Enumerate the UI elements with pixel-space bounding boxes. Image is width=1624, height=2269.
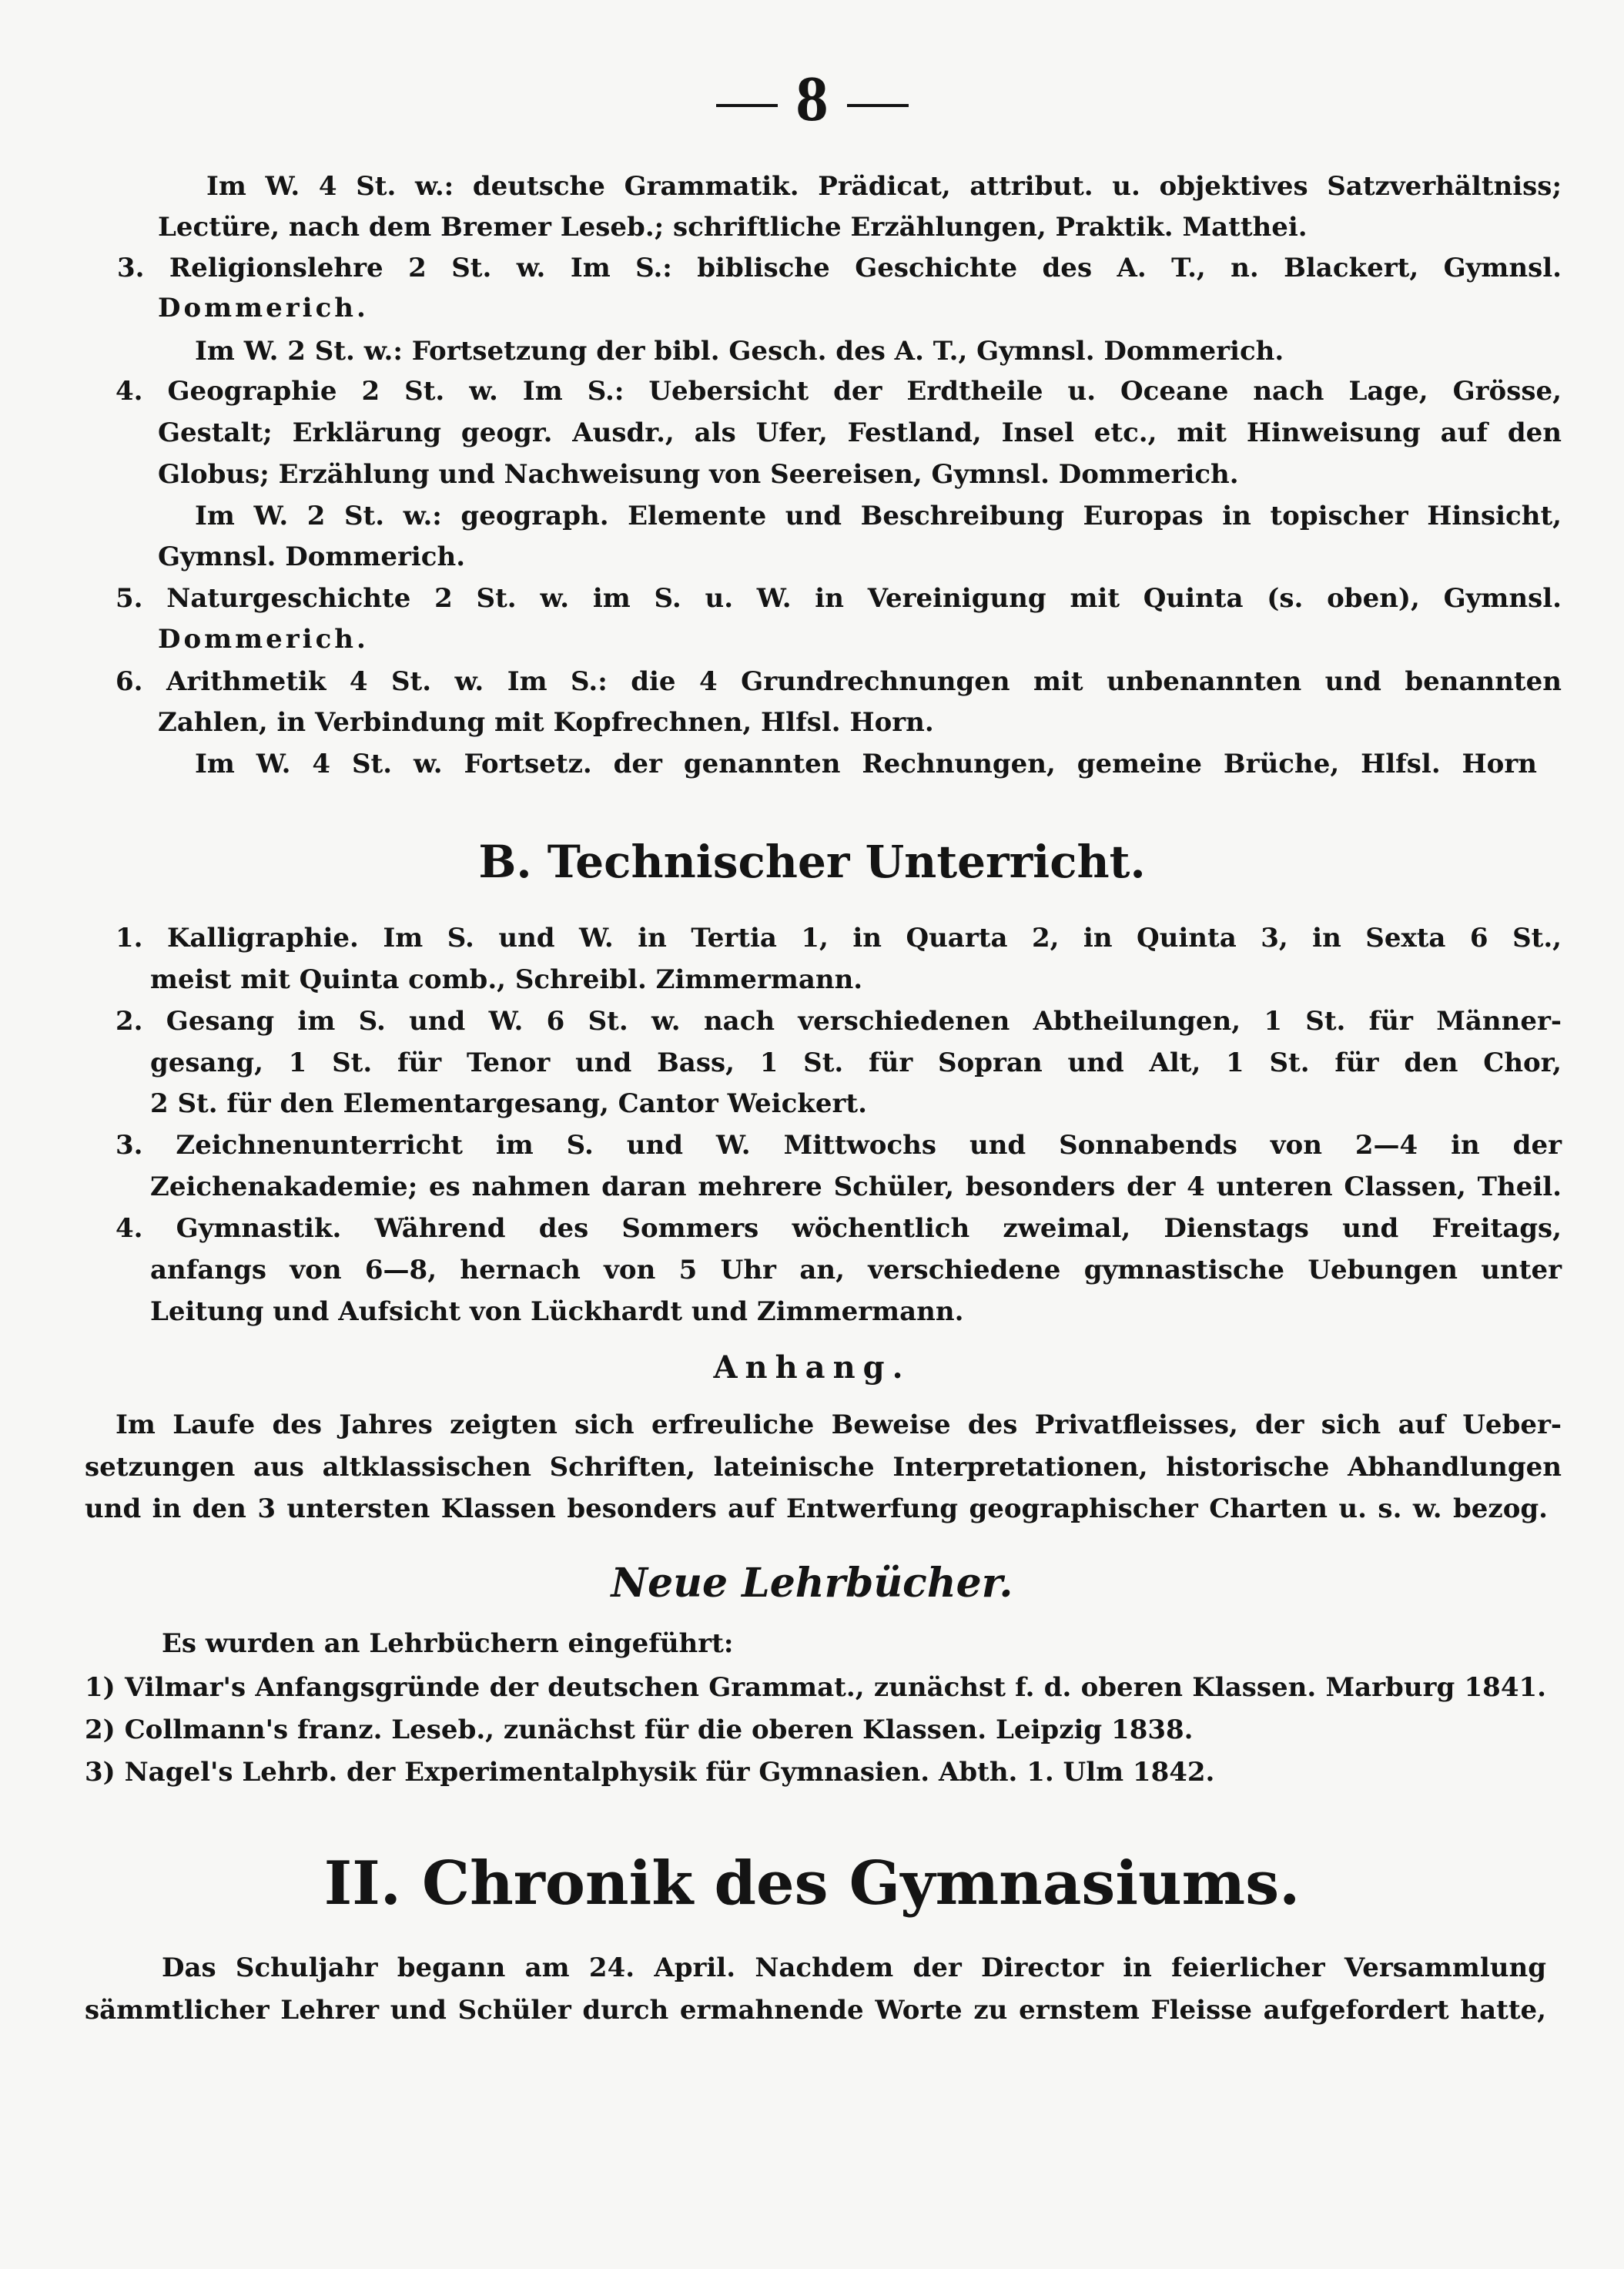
text-line: meist mit Quinta comb., Schreibl. Zimmermann. (150, 964, 863, 995)
text-line: Dommerich. (158, 293, 369, 323)
text-line: 4. Gymnastik. Während des Sommers wöchentlich zweimal, Dienstags und Freitags, (116, 1213, 1562, 1244)
page-number (0, 62, 1624, 136)
text-line: setzungen aus altklassischen Schriften, lateinische Interpretationen, historische Abhandlungen (85, 1452, 1562, 1483)
text-line: 2. Gesang im S. und W. 6 St. w. nach verschiedenen Abtheilungen, 1 St. für Männer- (116, 1006, 1562, 1037)
text-line: sämmtlicher Lehrer und Schüler durch ermahnende Worte zu ernstem Fleisse aufgefordert hatte, (85, 1995, 1546, 2026)
text-line: Es wurden an Lehrbüchern eingeführt: (162, 1628, 734, 1659)
chronik-heading: II. Chronik des Gymnasiums. (323, 1848, 1301, 1919)
text-line: Im W. 2 St. w.: Fortsetzung der bibl. Gesch. des A. T., Gymnsl. Dommerich. (195, 336, 1284, 367)
text-line: Zeichenakademie; es nahmen daran mehrere Schüler, besonders der 4 unteren Classen, Theil. (150, 1171, 1562, 1202)
text-line: Gestalt; Erklärung geogr. Ausdr., als Ufer, Festland, Insel etc., mit Hinweisung auf den (158, 417, 1562, 448)
text-line: Leitung und Aufsicht von Lückhardt und Zimmermann. (150, 1296, 964, 1327)
text-line: Zahlen, in Verbindung mit Kopfrechnen, Hlfsl. Horn. (158, 707, 934, 738)
dash-right (847, 104, 909, 107)
text-line: Im W. 4 St. w. Fortsetz. der genannten Rechnungen, gemeine Brüche, Hlfsl. Horn (195, 749, 1537, 779)
anhang-heading: Anhang. (713, 1349, 911, 1386)
text-line: und in den 3 untersten Klassen besonders auf Entwerfung geographischer Charten u. s. w. bezog. (85, 1493, 1548, 1524)
text-line: gesang, 1 St. für Tenor und Bass, 1 St. für Sopran und Alt, 1 St. für den Chor, (150, 1047, 1562, 1078)
text-line: Globus; Erzählung und Nachweisung von Seereisen, Gymnsl. Dommerich. (158, 459, 1239, 490)
text-line: 4. Geographie 2 St. w. Im S.: Uebersicht der Erdtheile u. Oceane nach Lage, Grösse, (116, 376, 1562, 407)
section-b-heading: B. Technischer Unterricht. (478, 836, 1146, 888)
page-number-text: 8 (795, 63, 829, 135)
text-line: 3. Religionslehre 2 St. w. Im S.: biblische Geschichte des A. T., n. Blackert, Gymnsl. (117, 253, 1562, 283)
text-line: 6. Arithmetik 4 St. w. Im S.: die 4 Grundrechnungen mit unbenannten und benannten (116, 666, 1562, 697)
text-line: 5. Naturgeschichte 2 St. w. im S. u. W. in Vereinigung mit Quinta (s. oben), Gymnsl. (116, 583, 1562, 614)
list-item: 2) Collmann's franz. Leseb., zunächst für die oberen Klassen. Leipzig 1838. (85, 1714, 1194, 1745)
list-item: 3) Nagel's Lehrb. der Experimentalphysik für Gymnasien. Abth. 1. Ulm 1842. (85, 1757, 1215, 1788)
neue-lehrbuecher-heading: Neue Lehrbücher. (611, 1560, 1013, 1607)
text-line: Das Schuljahr begann am 24. April. Nachdem der Director in feierlicher Versammlung (162, 1952, 1546, 1983)
text-line: Im Laufe des Jahres zeigten sich erfreuliche Beweise des Privatfleisses, der sich auf Ueber- (116, 1409, 1562, 1440)
text-line: 1. Kalligraphie. Im S. und W. in Tertia 1, in Quarta 2, in Quinta 3, in Sexta 6 St., (116, 923, 1562, 954)
text-line: Im W. 2 St. w.: geograph. Elemente und Beschreibung Europas in topischer Hinsicht, (195, 501, 1562, 531)
text-line: 2 St. für den Elementargesang, Cantor Weickert. (150, 1088, 867, 1119)
text-line: Lectüre, nach dem Bremer Leseb.; schriftliche Erzählungen, Praktik. Matthei. (158, 212, 1308, 243)
text-line: 3. Zeichnenunterricht im S. und W. Mittwochs und Sonnabends von 2—4 in der (116, 1130, 1562, 1161)
text-line: anfangs von 6—8, hernach von 5 Uhr an, verschiedene gymnastische Uebungen unter (150, 1255, 1562, 1285)
text-line: Gymnsl. Dommerich. (158, 541, 466, 572)
text-line: Dommerich. (158, 624, 369, 655)
dash-left (716, 104, 778, 107)
list-item: 1) Vilmar's Anfangsgründe der deutschen Grammat., zunächst f. d. oberen Klassen. Marburg 1841. (85, 1672, 1546, 1703)
text-line: Im W. 4 St. w.: deutsche Grammatik. Prädicat, attribut. u. objektives Satzverhältniss; (206, 171, 1562, 202)
